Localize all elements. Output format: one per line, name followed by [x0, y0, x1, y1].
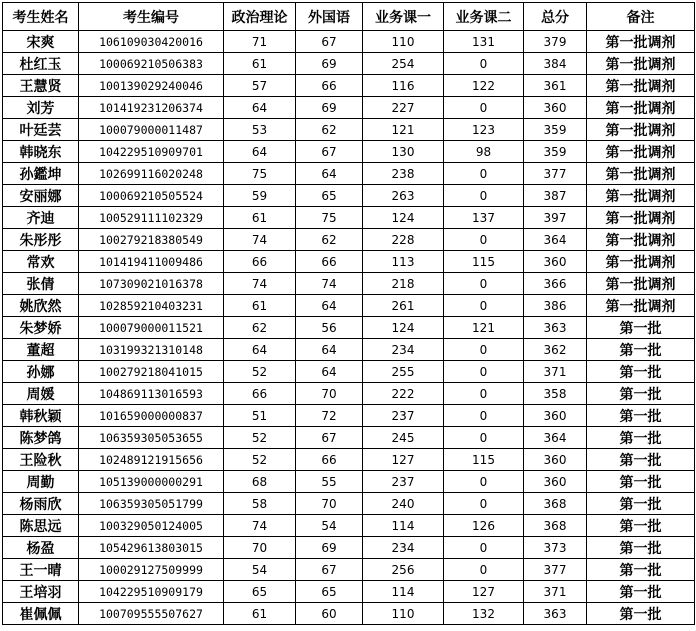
cell-foreign-language: 62	[296, 119, 363, 141]
table-row	[3, 339, 695, 361]
cell-politics: 74	[224, 515, 296, 537]
cell-politics: 70	[224, 537, 296, 559]
header-subject-two: 业务课二	[444, 3, 524, 31]
cell-subject-one: 228	[363, 229, 444, 251]
cell-remark: 第一批调剂	[587, 229, 695, 251]
cell-foreign-language: 70	[296, 383, 363, 405]
cell-name: 叶廷芸	[3, 119, 79, 141]
cell-exam-id: 100279218041015	[79, 361, 224, 383]
cell-politics: 52	[224, 449, 296, 471]
cell-foreign-language: 64	[296, 295, 363, 317]
cell-total: 360	[524, 449, 587, 471]
cell-subject-two: 127	[444, 581, 524, 603]
cell-total: 359	[524, 119, 587, 141]
table-row	[3, 273, 695, 295]
cell-foreign-language: 64	[296, 339, 363, 361]
table-row	[3, 449, 695, 471]
table-row	[3, 471, 695, 493]
cell-subject-two: 0	[444, 97, 524, 119]
cell-subject-two: 0	[444, 383, 524, 405]
cell-foreign-language: 66	[296, 75, 363, 97]
cell-foreign-language: 66	[296, 251, 363, 273]
cell-politics: 52	[224, 427, 296, 449]
cell-subject-one: 124	[363, 207, 444, 229]
cell-subject-one: 130	[363, 141, 444, 163]
cell-foreign-language: 75	[296, 207, 363, 229]
cell-name: 周勤	[3, 471, 79, 493]
cell-name: 孙鑑坤	[3, 163, 79, 185]
cell-subject-two: 0	[444, 185, 524, 207]
cell-subject-two: 115	[444, 449, 524, 471]
cell-total: 364	[524, 229, 587, 251]
table-header	[3, 3, 695, 31]
cell-total: 366	[524, 273, 587, 295]
cell-subject-two: 0	[444, 405, 524, 427]
cell-remark: 第一批	[587, 493, 695, 515]
cell-subject-two: 115	[444, 251, 524, 273]
cell-subject-one: 127	[363, 449, 444, 471]
cell-name: 杜红玉	[3, 53, 79, 75]
header-politics: 政治理论	[224, 3, 296, 31]
cell-subject-one: 110	[363, 31, 444, 53]
header-total: 总分	[524, 3, 587, 31]
cell-foreign-language: 64	[296, 163, 363, 185]
cell-remark: 第一批	[587, 471, 695, 493]
cell-foreign-language: 67	[296, 427, 363, 449]
cell-total: 377	[524, 163, 587, 185]
cell-exam-id: 104229510909179	[79, 581, 224, 603]
cell-foreign-language: 72	[296, 405, 363, 427]
cell-exam-id: 102859210403231	[79, 295, 224, 317]
cell-exam-id: 106359305051799	[79, 493, 224, 515]
cell-total: 360	[524, 405, 587, 427]
cell-foreign-language: 62	[296, 229, 363, 251]
cell-politics: 65	[224, 581, 296, 603]
table-row	[3, 493, 695, 515]
table-row	[3, 559, 695, 581]
cell-total: 363	[524, 317, 587, 339]
cell-politics: 66	[224, 251, 296, 273]
cell-total: 397	[524, 207, 587, 229]
cell-exam-id: 100069210506383	[79, 53, 224, 75]
table-row	[3, 251, 695, 273]
cell-subject-two: 126	[444, 515, 524, 537]
cell-name: 朱梦娇	[3, 317, 79, 339]
cell-foreign-language: 69	[296, 53, 363, 75]
cell-subject-two: 0	[444, 427, 524, 449]
cell-remark: 第一批调剂	[587, 75, 695, 97]
cell-name: 陈梦鸽	[3, 427, 79, 449]
cell-subject-one: 237	[363, 405, 444, 427]
table-row	[3, 317, 695, 339]
cell-exam-id: 102489121915656	[79, 449, 224, 471]
cell-remark: 第一批	[587, 559, 695, 581]
cell-total: 364	[524, 427, 587, 449]
header-name: 考生姓名	[3, 3, 79, 31]
cell-remark: 第一批调剂	[587, 295, 695, 317]
cell-name: 宋爽	[3, 31, 79, 53]
cell-remark: 第一批调剂	[587, 53, 695, 75]
cell-name: 王险秋	[3, 449, 79, 471]
cell-subject-two: 0	[444, 559, 524, 581]
cell-remark: 第一批	[587, 383, 695, 405]
cell-subject-one: 121	[363, 119, 444, 141]
cell-politics: 61	[224, 603, 296, 625]
cell-name: 韩晓东	[3, 141, 79, 163]
cell-name: 杨盈	[3, 537, 79, 559]
cell-subject-one: 263	[363, 185, 444, 207]
cell-politics: 58	[224, 493, 296, 515]
cell-exam-id: 104229510909701	[79, 141, 224, 163]
cell-subject-two: 98	[444, 141, 524, 163]
cell-exam-id: 102699116020248	[79, 163, 224, 185]
cell-exam-id: 100069210505524	[79, 185, 224, 207]
header-exam-id: 考生编号	[79, 3, 224, 31]
header-foreign-language: 外国语	[296, 3, 363, 31]
cell-remark: 第一批调剂	[587, 119, 695, 141]
cell-exam-id: 106359305053655	[79, 427, 224, 449]
header-row	[3, 3, 695, 31]
cell-subject-one: 110	[363, 603, 444, 625]
cell-total: 387	[524, 185, 587, 207]
cell-subject-two: 0	[444, 163, 524, 185]
cell-name: 张倩	[3, 273, 79, 295]
table-row	[3, 383, 695, 405]
cell-subject-one: 255	[363, 361, 444, 383]
cell-name: 安丽娜	[3, 185, 79, 207]
cell-exam-id: 107309021016378	[79, 273, 224, 295]
table-row	[3, 207, 695, 229]
cell-name: 常欢	[3, 251, 79, 273]
cell-foreign-language: 64	[296, 361, 363, 383]
cell-subject-one: 227	[363, 97, 444, 119]
cell-foreign-language: 56	[296, 317, 363, 339]
table-row	[3, 141, 695, 163]
cell-exam-id: 100529111102329	[79, 207, 224, 229]
cell-exam-id: 100079000011521	[79, 317, 224, 339]
cell-foreign-language: 55	[296, 471, 363, 493]
cell-subject-two: 123	[444, 119, 524, 141]
cell-politics: 64	[224, 97, 296, 119]
cell-politics: 75	[224, 163, 296, 185]
cell-politics: 57	[224, 75, 296, 97]
cell-subject-one: 114	[363, 581, 444, 603]
cell-name: 周媛	[3, 383, 79, 405]
cell-subject-one: 113	[363, 251, 444, 273]
table-row	[3, 361, 695, 383]
cell-exam-id: 101419411009486	[79, 251, 224, 273]
cell-politics: 54	[224, 559, 296, 581]
cell-remark: 第一批调剂	[587, 185, 695, 207]
cell-subject-two: 0	[444, 537, 524, 559]
table-row	[3, 163, 695, 185]
cell-politics: 71	[224, 31, 296, 53]
cell-politics: 53	[224, 119, 296, 141]
cell-exam-id: 100079000011487	[79, 119, 224, 141]
cell-total: 377	[524, 559, 587, 581]
cell-foreign-language: 70	[296, 493, 363, 515]
cell-name: 刘芳	[3, 97, 79, 119]
cell-total: 362	[524, 339, 587, 361]
cell-total: 358	[524, 383, 587, 405]
cell-remark: 第一批	[587, 361, 695, 383]
cell-politics: 52	[224, 361, 296, 383]
cell-subject-two: 0	[444, 273, 524, 295]
cell-foreign-language: 67	[296, 559, 363, 581]
cell-subject-two: 137	[444, 207, 524, 229]
cell-politics: 74	[224, 273, 296, 295]
cell-remark: 第一批调剂	[587, 273, 695, 295]
table-row	[3, 515, 695, 537]
table-row	[3, 229, 695, 251]
cell-politics: 51	[224, 405, 296, 427]
cell-name: 孙娜	[3, 361, 79, 383]
cell-total: 359	[524, 141, 587, 163]
cell-subject-one: 261	[363, 295, 444, 317]
cell-politics: 74	[224, 229, 296, 251]
cell-foreign-language: 54	[296, 515, 363, 537]
cell-total: 360	[524, 471, 587, 493]
cell-subject-one: 218	[363, 273, 444, 295]
header-remark: 备注	[587, 3, 695, 31]
cell-subject-two: 0	[444, 295, 524, 317]
table-row	[3, 53, 695, 75]
cell-foreign-language: 69	[296, 97, 363, 119]
cell-exam-id: 100029127509999	[79, 559, 224, 581]
cell-foreign-language: 67	[296, 31, 363, 53]
cell-total: 363	[524, 603, 587, 625]
table-body	[3, 31, 695, 625]
cell-subject-two: 0	[444, 493, 524, 515]
cell-politics: 61	[224, 53, 296, 75]
cell-subject-two: 0	[444, 471, 524, 493]
cell-politics: 61	[224, 207, 296, 229]
cell-politics: 68	[224, 471, 296, 493]
cell-total: 368	[524, 493, 587, 515]
cell-name: 朱彤彤	[3, 229, 79, 251]
cell-subject-one: 124	[363, 317, 444, 339]
cell-subject-two: 0	[444, 229, 524, 251]
cell-total: 371	[524, 581, 587, 603]
cell-remark: 第一批	[587, 405, 695, 427]
table-row	[3, 97, 695, 119]
cell-subject-one: 116	[363, 75, 444, 97]
cell-total: 373	[524, 537, 587, 559]
cell-subject-two: 132	[444, 603, 524, 625]
cell-name: 杨雨欣	[3, 493, 79, 515]
cell-remark: 第一批调剂	[587, 207, 695, 229]
cell-exam-id: 105139000000291	[79, 471, 224, 493]
cell-subject-one: 238	[363, 163, 444, 185]
cell-total: 371	[524, 361, 587, 383]
cell-exam-id: 106109030420016	[79, 31, 224, 53]
cell-subject-one: 234	[363, 339, 444, 361]
cell-subject-one: 256	[363, 559, 444, 581]
cell-total: 361	[524, 75, 587, 97]
cell-remark: 第一批调剂	[587, 163, 695, 185]
cell-subject-two: 131	[444, 31, 524, 53]
cell-name: 王慧贤	[3, 75, 79, 97]
cell-exam-id: 100279218380549	[79, 229, 224, 251]
header-subject-one: 业务课一	[363, 3, 444, 31]
cell-total: 379	[524, 31, 587, 53]
cell-name: 王培羽	[3, 581, 79, 603]
cell-subject-one: 245	[363, 427, 444, 449]
cell-total: 368	[524, 515, 587, 537]
cell-remark: 第一批	[587, 603, 695, 625]
cell-subject-two: 0	[444, 361, 524, 383]
cell-exam-id: 101419231206374	[79, 97, 224, 119]
cell-foreign-language: 65	[296, 581, 363, 603]
cell-foreign-language: 60	[296, 603, 363, 625]
cell-total: 360	[524, 97, 587, 119]
cell-subject-two: 0	[444, 339, 524, 361]
table-row	[3, 75, 695, 97]
cell-exam-id: 100329050124005	[79, 515, 224, 537]
cell-name: 齐迪	[3, 207, 79, 229]
cell-remark: 第一批	[587, 581, 695, 603]
cell-politics: 64	[224, 339, 296, 361]
cell-name: 董超	[3, 339, 79, 361]
cell-subject-one: 254	[363, 53, 444, 75]
cell-remark: 第一批	[587, 449, 695, 471]
table-row	[3, 295, 695, 317]
cell-subject-one: 222	[363, 383, 444, 405]
cell-remark: 第一批	[587, 515, 695, 537]
cell-subject-one: 114	[363, 515, 444, 537]
cell-remark: 第一批	[587, 537, 695, 559]
cell-politics: 64	[224, 141, 296, 163]
cell-foreign-language: 67	[296, 141, 363, 163]
cell-exam-id: 101659000000837	[79, 405, 224, 427]
cell-subject-two: 0	[444, 53, 524, 75]
table-row	[3, 31, 695, 53]
cell-total: 384	[524, 53, 587, 75]
cell-foreign-language: 65	[296, 185, 363, 207]
cell-politics: 62	[224, 317, 296, 339]
cell-foreign-language: 66	[296, 449, 363, 471]
cell-exam-id: 103199321310148	[79, 339, 224, 361]
cell-name: 王一晴	[3, 559, 79, 581]
table-row	[3, 581, 695, 603]
cell-remark: 第一批调剂	[587, 97, 695, 119]
table-row	[3, 537, 695, 559]
cell-politics: 66	[224, 383, 296, 405]
table-row	[3, 405, 695, 427]
cell-subject-two: 122	[444, 75, 524, 97]
cell-foreign-language: 69	[296, 537, 363, 559]
cell-remark: 第一批调剂	[587, 251, 695, 273]
score-table	[2, 2, 695, 625]
cell-subject-one: 234	[363, 537, 444, 559]
cell-total: 386	[524, 295, 587, 317]
cell-exam-id: 100139029240046	[79, 75, 224, 97]
cell-politics: 59	[224, 185, 296, 207]
cell-subject-two: 121	[444, 317, 524, 339]
cell-name: 姚欣然	[3, 295, 79, 317]
cell-name: 韩秋颖	[3, 405, 79, 427]
cell-subject-one: 240	[363, 493, 444, 515]
cell-remark: 第一批调剂	[587, 31, 695, 53]
cell-name: 陈思远	[3, 515, 79, 537]
table-row	[3, 185, 695, 207]
cell-remark: 第一批	[587, 339, 695, 361]
cell-remark: 第一批调剂	[587, 141, 695, 163]
cell-subject-one: 237	[363, 471, 444, 493]
table-row	[3, 119, 695, 141]
cell-remark: 第一批	[587, 427, 695, 449]
table-row	[3, 427, 695, 449]
cell-exam-id: 100709555507627	[79, 603, 224, 625]
cell-name: 崔佩佩	[3, 603, 79, 625]
cell-exam-id: 105429613803015	[79, 537, 224, 559]
cell-remark: 第一批	[587, 317, 695, 339]
cell-foreign-language: 74	[296, 273, 363, 295]
cell-politics: 61	[224, 295, 296, 317]
table-row	[3, 603, 695, 625]
cell-total: 360	[524, 251, 587, 273]
cell-exam-id: 104869113016593	[79, 383, 224, 405]
